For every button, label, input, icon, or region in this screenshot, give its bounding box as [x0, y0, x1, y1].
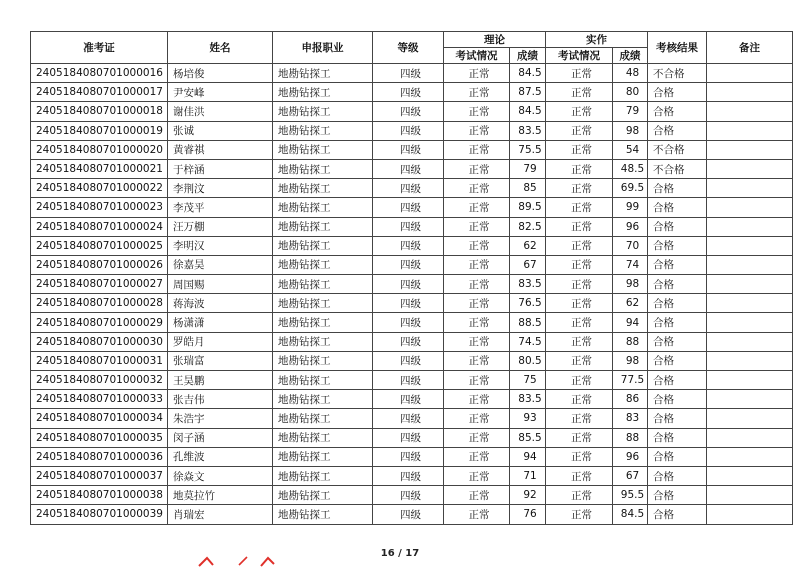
cell-practice-status: 正常 [546, 505, 613, 524]
cell-level: 四级 [373, 140, 444, 159]
cell-practice-score: 95.5 [613, 486, 648, 505]
cell-practice-score: 99 [613, 198, 648, 217]
cell-remark [707, 390, 793, 409]
cell-theory-score: 84.5 [510, 64, 546, 83]
cell-theory-score: 87.5 [510, 83, 546, 102]
cell-id: 2405184080701000021 [31, 159, 168, 178]
cell-remark [707, 447, 793, 466]
cell-level: 四级 [373, 466, 444, 485]
cell-remark [707, 217, 793, 236]
cell-name: 谢佳洪 [168, 102, 273, 121]
cell-practice-score: 96 [613, 217, 648, 236]
header-id: 准考证 [31, 32, 168, 64]
cell-name: 李明汉 [168, 236, 273, 255]
cell-theory-status: 正常 [444, 332, 510, 351]
cell-practice-status: 正常 [546, 351, 613, 370]
cell-id: 2405184080701000018 [31, 102, 168, 121]
cell-result: 合格 [648, 447, 707, 466]
cell-result: 合格 [648, 121, 707, 140]
cell-theory-score: 62 [510, 236, 546, 255]
cell-occupation: 地勘钻探工 [273, 236, 373, 255]
header-practice-score: 成绩 [613, 48, 648, 64]
red-stamp-fragment [195, 552, 285, 567]
cell-practice-status: 正常 [546, 428, 613, 447]
cell-name: 周国赐 [168, 275, 273, 294]
cell-level: 四级 [373, 121, 444, 140]
cell-level: 四级 [373, 217, 444, 236]
cell-theory-score: 80.5 [510, 351, 546, 370]
cell-level: 四级 [373, 83, 444, 102]
cell-practice-status: 正常 [546, 409, 613, 428]
cell-occupation: 地勘钻探工 [273, 428, 373, 447]
cell-practice-status: 正常 [546, 313, 613, 332]
cell-result: 合格 [648, 198, 707, 217]
cell-result: 合格 [648, 294, 707, 313]
cell-id: 2405184080701000029 [31, 313, 168, 332]
cell-practice-score: 48 [613, 64, 648, 83]
cell-id: 2405184080701000026 [31, 255, 168, 274]
cell-practice-status: 正常 [546, 217, 613, 236]
page-number: 16 / 17 [380, 548, 420, 559]
header-remark: 备注 [707, 32, 793, 64]
cell-remark [707, 83, 793, 102]
table-row [31, 409, 793, 428]
cell-id: 2405184080701000036 [31, 447, 168, 466]
cell-level: 四级 [373, 102, 444, 121]
cell-practice-status: 正常 [546, 390, 613, 409]
cell-level: 四级 [373, 371, 444, 390]
cell-level: 四级 [373, 313, 444, 332]
cell-practice-score: 74 [613, 255, 648, 274]
cell-theory-score: 89.5 [510, 198, 546, 217]
cell-practice-score: 88 [613, 428, 648, 447]
cell-occupation: 地勘钻探工 [273, 313, 373, 332]
cell-theory-score: 88.5 [510, 313, 546, 332]
header-result: 考核结果 [648, 32, 707, 64]
cell-practice-score: 62 [613, 294, 648, 313]
cell-practice-score: 70 [613, 236, 648, 255]
cell-id: 2405184080701000037 [31, 466, 168, 485]
table-row [31, 217, 793, 236]
cell-result: 合格 [648, 351, 707, 370]
cell-occupation: 地勘钻探工 [273, 390, 373, 409]
cell-practice-status: 正常 [546, 83, 613, 102]
table-row [31, 121, 793, 140]
cell-name: 肖瑞宏 [168, 505, 273, 524]
cell-theory-status: 正常 [444, 179, 510, 198]
cell-remark [707, 313, 793, 332]
cell-practice-status: 正常 [546, 294, 613, 313]
cell-id: 2405184080701000035 [31, 428, 168, 447]
cell-practice-status: 正常 [546, 255, 613, 274]
cell-theory-score: 71 [510, 466, 546, 485]
cell-result: 合格 [648, 505, 707, 524]
cell-occupation: 地勘钻探工 [273, 198, 373, 217]
cell-result: 合格 [648, 255, 707, 274]
cell-remark [707, 140, 793, 159]
cell-occupation: 地勘钻探工 [273, 371, 373, 390]
cell-level: 四级 [373, 486, 444, 505]
cell-level: 四级 [373, 294, 444, 313]
cell-theory-status: 正常 [444, 313, 510, 332]
cell-remark [707, 236, 793, 255]
cell-practice-status: 正常 [546, 159, 613, 178]
header-practice: 实作 [546, 32, 648, 48]
cell-occupation: 地勘钻探工 [273, 255, 373, 274]
cell-remark [707, 121, 793, 140]
table-row [31, 102, 793, 121]
cell-theory-score: 76.5 [510, 294, 546, 313]
cell-practice-status: 正常 [546, 486, 613, 505]
cell-occupation: 地勘钻探工 [273, 294, 373, 313]
header-occupation: 申报职业 [273, 32, 373, 64]
cell-practice-score: 67 [613, 466, 648, 485]
cell-level: 四级 [373, 505, 444, 524]
table-row [31, 294, 793, 313]
table-row [31, 332, 793, 351]
cell-result: 合格 [648, 179, 707, 198]
cell-level: 四级 [373, 351, 444, 370]
cell-name: 李茂平 [168, 198, 273, 217]
table-row [31, 351, 793, 370]
cell-name: 地莫拉竹 [168, 486, 273, 505]
cell-name: 汪万棚 [168, 217, 273, 236]
cell-theory-score: 79 [510, 159, 546, 178]
cell-result: 合格 [648, 102, 707, 121]
cell-practice-score: 94 [613, 313, 648, 332]
cell-id: 2405184080701000016 [31, 64, 168, 83]
cell-theory-status: 正常 [444, 447, 510, 466]
cell-remark [707, 409, 793, 428]
cell-result: 合格 [648, 409, 707, 428]
cell-theory-score: 83.5 [510, 390, 546, 409]
cell-level: 四级 [373, 409, 444, 428]
cell-name: 张瑞富 [168, 351, 273, 370]
cell-remark [707, 486, 793, 505]
cell-occupation: 地勘钻探工 [273, 505, 373, 524]
cell-practice-status: 正常 [546, 102, 613, 121]
cell-name: 徐焱文 [168, 466, 273, 485]
cell-result: 不合格 [648, 159, 707, 178]
cell-name: 张诚 [168, 121, 273, 140]
cell-occupation: 地勘钻探工 [273, 275, 373, 294]
cell-result: 合格 [648, 217, 707, 236]
cell-result: 合格 [648, 275, 707, 294]
cell-theory-score: 83.5 [510, 121, 546, 140]
cell-id: 2405184080701000028 [31, 294, 168, 313]
table-row [31, 428, 793, 447]
cell-practice-score: 96 [613, 447, 648, 466]
cell-id: 2405184080701000031 [31, 351, 168, 370]
cell-result: 合格 [648, 371, 707, 390]
cell-level: 四级 [373, 64, 444, 83]
cell-theory-status: 正常 [444, 102, 510, 121]
table-row [31, 313, 793, 332]
cell-occupation: 地勘钻探工 [273, 102, 373, 121]
cell-theory-score: 74.5 [510, 332, 546, 351]
table-row [31, 390, 793, 409]
cell-practice-status: 正常 [546, 198, 613, 217]
cell-theory-status: 正常 [444, 140, 510, 159]
table-row [31, 83, 793, 102]
cell-remark [707, 179, 793, 198]
cell-theory-score: 82.5 [510, 217, 546, 236]
cell-practice-score: 83 [613, 409, 648, 428]
cell-occupation: 地勘钻探工 [273, 83, 373, 102]
cell-name: 孔维波 [168, 447, 273, 466]
cell-occupation: 地勘钻探工 [273, 121, 373, 140]
cell-theory-status: 正常 [444, 486, 510, 505]
table-row [31, 466, 793, 485]
cell-id: 2405184080701000023 [31, 198, 168, 217]
cell-occupation: 地勘钻探工 [273, 486, 373, 505]
header-name: 姓名 [168, 32, 273, 64]
cell-name: 黄睿祺 [168, 140, 273, 159]
cell-theory-score: 83.5 [510, 275, 546, 294]
cell-theory-status: 正常 [444, 236, 510, 255]
cell-level: 四级 [373, 179, 444, 198]
cell-practice-score: 98 [613, 121, 648, 140]
cell-practice-status: 正常 [546, 140, 613, 159]
cell-practice-status: 正常 [546, 371, 613, 390]
cell-name: 朱浩宇 [168, 409, 273, 428]
cell-result: 合格 [648, 83, 707, 102]
cell-name: 蒋海波 [168, 294, 273, 313]
cell-practice-status: 正常 [546, 121, 613, 140]
table-row [31, 505, 793, 524]
cell-occupation: 地勘钻探工 [273, 466, 373, 485]
cell-theory-status: 正常 [444, 198, 510, 217]
cell-practice-score: 80 [613, 83, 648, 102]
cell-remark [707, 102, 793, 121]
cell-occupation: 地勘钻探工 [273, 447, 373, 466]
cell-occupation: 地勘钻探工 [273, 409, 373, 428]
cell-name: 王昊鹏 [168, 371, 273, 390]
cell-theory-score: 75.5 [510, 140, 546, 159]
header-theory-score: 成绩 [510, 48, 546, 64]
cell-practice-score: 79 [613, 102, 648, 121]
cell-id: 2405184080701000027 [31, 275, 168, 294]
cell-occupation: 地勘钻探工 [273, 179, 373, 198]
cell-level: 四级 [373, 198, 444, 217]
cell-id: 2405184080701000033 [31, 390, 168, 409]
cell-id: 2405184080701000034 [31, 409, 168, 428]
cell-practice-score: 86 [613, 390, 648, 409]
cell-name: 尹安峰 [168, 83, 273, 102]
cell-level: 四级 [373, 332, 444, 351]
cell-level: 四级 [373, 255, 444, 274]
cell-practice-status: 正常 [546, 447, 613, 466]
cell-remark [707, 198, 793, 217]
cell-theory-status: 正常 [444, 409, 510, 428]
table-row [31, 236, 793, 255]
cell-theory-score: 84.5 [510, 102, 546, 121]
cell-remark [707, 332, 793, 351]
cell-theory-status: 正常 [444, 371, 510, 390]
cell-theory-status: 正常 [444, 64, 510, 83]
cell-level: 四级 [373, 447, 444, 466]
cell-name: 李荆汶 [168, 179, 273, 198]
cell-theory-status: 正常 [444, 217, 510, 236]
cell-name: 杨培俊 [168, 64, 273, 83]
cell-occupation: 地勘钻探工 [273, 332, 373, 351]
cell-theory-score: 92 [510, 486, 546, 505]
table-row [31, 179, 793, 198]
cell-level: 四级 [373, 390, 444, 409]
header-theory-status: 考试情况 [444, 48, 510, 64]
cell-remark [707, 351, 793, 370]
cell-theory-status: 正常 [444, 275, 510, 294]
cell-occupation: 地勘钻探工 [273, 159, 373, 178]
cell-practice-score: 84.5 [613, 505, 648, 524]
cell-remark [707, 371, 793, 390]
cell-id: 2405184080701000032 [31, 371, 168, 390]
cell-name: 张吉伟 [168, 390, 273, 409]
cell-name: 徐嘉昊 [168, 255, 273, 274]
table-header [31, 32, 793, 64]
cell-result: 不合格 [648, 64, 707, 83]
results-table [30, 31, 793, 525]
cell-practice-score: 98 [613, 351, 648, 370]
cell-result: 不合格 [648, 140, 707, 159]
header-theory: 理论 [444, 32, 546, 48]
table-row [31, 371, 793, 390]
cell-practice-score: 98 [613, 275, 648, 294]
cell-theory-status: 正常 [444, 294, 510, 313]
cell-remark [707, 275, 793, 294]
cell-id: 2405184080701000022 [31, 179, 168, 198]
cell-remark [707, 466, 793, 485]
cell-id: 2405184080701000030 [31, 332, 168, 351]
cell-result: 合格 [648, 332, 707, 351]
cell-practice-status: 正常 [546, 236, 613, 255]
cell-name: 杨潇潇 [168, 313, 273, 332]
cell-name: 罗皓月 [168, 332, 273, 351]
cell-practice-score: 48.5 [613, 159, 648, 178]
cell-id: 2405184080701000025 [31, 236, 168, 255]
table-row [31, 275, 793, 294]
table-row [31, 140, 793, 159]
cell-result: 合格 [648, 466, 707, 485]
table-row [31, 198, 793, 217]
cell-remark [707, 255, 793, 274]
cell-id: 2405184080701000038 [31, 486, 168, 505]
cell-theory-status: 正常 [444, 255, 510, 274]
header-practice-status: 考试情况 [546, 48, 613, 64]
cell-theory-score: 85.5 [510, 428, 546, 447]
cell-theory-status: 正常 [444, 390, 510, 409]
cell-level: 四级 [373, 236, 444, 255]
cell-remark [707, 428, 793, 447]
cell-remark [707, 505, 793, 524]
cell-level: 四级 [373, 428, 444, 447]
cell-name: 于梓涵 [168, 159, 273, 178]
header-level: 等级 [373, 32, 444, 64]
cell-result: 合格 [648, 486, 707, 505]
cell-practice-score: 77.5 [613, 371, 648, 390]
cell-theory-score: 75 [510, 371, 546, 390]
cell-result: 合格 [648, 236, 707, 255]
cell-theory-score: 93 [510, 409, 546, 428]
cell-theory-status: 正常 [444, 466, 510, 485]
cell-remark [707, 294, 793, 313]
cell-theory-status: 正常 [444, 83, 510, 102]
cell-practice-score: 88 [613, 332, 648, 351]
cell-id: 2405184080701000024 [31, 217, 168, 236]
cell-practice-score: 54 [613, 140, 648, 159]
cell-level: 四级 [373, 159, 444, 178]
cell-practice-score: 69.5 [613, 179, 648, 198]
table-row [31, 159, 793, 178]
cell-theory-score: 67 [510, 255, 546, 274]
cell-result: 合格 [648, 390, 707, 409]
cell-practice-status: 正常 [546, 179, 613, 198]
cell-practice-status: 正常 [546, 275, 613, 294]
cell-theory-status: 正常 [444, 121, 510, 140]
cell-result: 合格 [648, 313, 707, 332]
cell-theory-score: 76 [510, 505, 546, 524]
table-row [31, 255, 793, 274]
cell-occupation: 地勘钻探工 [273, 351, 373, 370]
cell-level: 四级 [373, 275, 444, 294]
cell-occupation: 地勘钻探工 [273, 217, 373, 236]
cell-practice-status: 正常 [546, 64, 613, 83]
table-row [31, 486, 793, 505]
cell-practice-status: 正常 [546, 332, 613, 351]
cell-theory-status: 正常 [444, 159, 510, 178]
cell-theory-status: 正常 [444, 428, 510, 447]
cell-id: 2405184080701000017 [31, 83, 168, 102]
cell-practice-status: 正常 [546, 466, 613, 485]
cell-theory-score: 94 [510, 447, 546, 466]
cell-occupation: 地勘钻探工 [273, 140, 373, 159]
cell-name: 闵子涵 [168, 428, 273, 447]
cell-remark [707, 64, 793, 83]
cell-occupation: 地勘钻探工 [273, 64, 373, 83]
table-row [31, 447, 793, 466]
cell-theory-status: 正常 [444, 505, 510, 524]
cell-id: 2405184080701000019 [31, 121, 168, 140]
cell-result: 合格 [648, 428, 707, 447]
cell-theory-score: 85 [510, 179, 546, 198]
cell-theory-status: 正常 [444, 351, 510, 370]
cell-id: 2405184080701000020 [31, 140, 168, 159]
cell-id: 2405184080701000039 [31, 505, 168, 524]
table-body [31, 64, 793, 525]
cell-remark [707, 159, 793, 178]
table-row [31, 64, 793, 83]
